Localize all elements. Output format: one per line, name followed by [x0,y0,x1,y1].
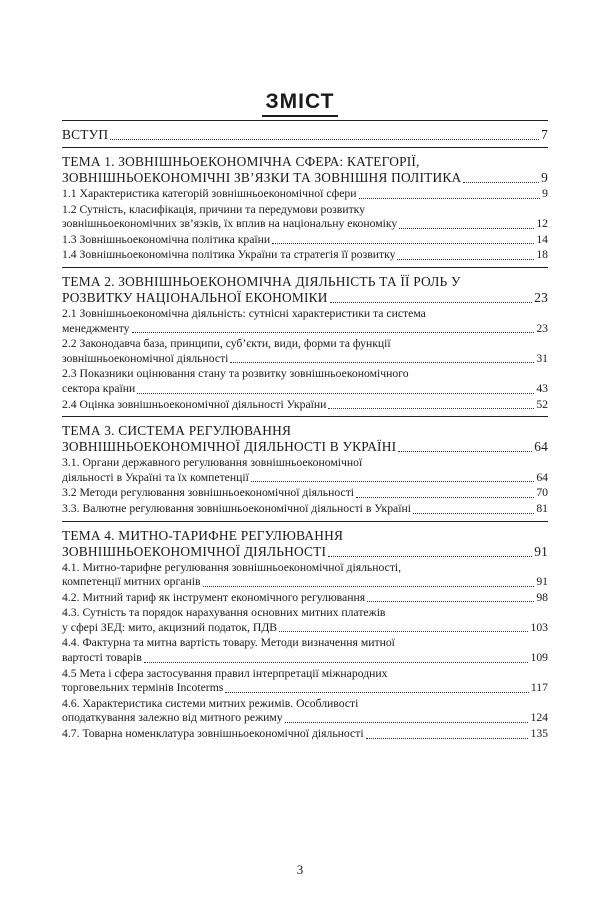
toc-entry-line [62,203,548,218]
toc-entry-text: сектора країни [62,381,136,395]
toc-entry-text: РОЗВИТКУ НАЦІОНАЛЬНОЇ ЕКОНОМІКИ [62,289,328,305]
toc-entry-text: ЗОВНІШНЬОЕКОНОМІЧНОЇ ДІЯЛЬНОСТІ [62,543,327,559]
toc-entry-line [62,398,548,413]
toc-entry-text: 4.5 Мета і сфера застосування правил інтерпретації міжнародних [62,666,388,680]
toc-entry[interactable] [62,697,548,726]
page-number: 3 [296,862,304,877]
toc-entry-text: ТЕМА 1. ЗОВНІШНЬОЕКОНОМІЧНА СФЕРА: КАТЕГОРІЇ, [62,154,420,169]
toc-entry-line [62,187,548,202]
dot-leader [398,451,532,452]
toc-page-number: 109 [530,651,548,665]
toc-entry-text: зовнішньоекономічної діяльності [62,351,229,365]
toc-entry[interactable] [62,636,548,665]
toc-entry-line [62,367,548,382]
table-of-contents [62,120,548,746]
dot-leader [285,722,529,723]
toc-entry-text: 1.1 Характеристика категорій зовнішньоекономічної сфери [62,187,357,200]
toc-entry-line [62,636,548,651]
toc-page-number: 9 [541,170,548,185]
toc-page-number: 31 [536,351,548,365]
toc-page-number: 91 [536,575,548,589]
toc-page-number: 70 [536,486,548,500]
toc-entry-line [62,711,548,726]
toc-entry-text: ТЕМА 3. СИСТЕМА РЕГУЛЮВАННЯ [62,423,292,439]
toc-entry[interactable] [62,307,548,336]
toc-heading-entry[interactable] [62,127,548,143]
toc-entry-text: 4.3. Сутність та порядок нарахування основних митних платежів [62,606,386,620]
toc-page-number: 81 [536,501,548,515]
dot-leader [367,601,534,602]
toc-entry-text: 2.3 Показники оцінювання стану та розвитку зовнішньоекономічного [62,367,409,381]
toc-page-number: 23 [536,321,548,335]
toc-section [62,120,548,147]
toc-entry-line [62,423,548,439]
toc-entry-line [62,681,548,696]
toc-entry-line [62,591,548,606]
toc-entry-line [62,127,548,143]
toc-entry[interactable] [62,727,548,742]
dot-leader [356,497,534,498]
toc-section [62,147,548,267]
toc-entry-line [62,651,548,666]
toc-entry-text: ВСТУП [62,127,109,142]
toc-entry-text: оподаткування залежно від митного режиму [62,711,283,725]
toc-entry-line [62,439,548,455]
toc-entry-text: 3.2 Методи регулювання зовнішньоекономічної діяльності [62,486,355,500]
toc-heading-entry[interactable] [62,528,548,560]
toc-page-number: 124 [530,711,548,725]
toc-entry-line [62,727,548,742]
toc-entry-line [62,471,548,486]
toc-entry-line [62,667,548,682]
toc-heading-entry[interactable] [62,423,548,455]
toc-entry-text: 1.4 Зовнішньоекономічна політика України та стратегія її розвитку [62,248,396,262]
toc-entry-line [62,382,548,397]
toc-entry[interactable] [62,203,548,232]
dot-leader [397,259,534,260]
toc-entry-text: ЗОВНІШНЬОЕКОНОМІЧНІ ЗВ’ЯЗКИ ТА ЗОВНІШНЯ ПОЛІТИКА [62,170,462,185]
toc-entry[interactable] [62,486,548,501]
toc-entry-text: компетенції митних органів [62,575,201,589]
toc-entry-line [62,170,548,186]
toc-entry-text: ТЕМА 2. ЗОВНІШНЬОЕКОНОМІЧНА ДІЯЛЬНІСТЬ ТА ЇЇ РОЛЬ У [62,273,461,289]
toc-entry-line [62,502,548,517]
toc-entry-line [62,561,548,576]
dot-leader [132,332,535,333]
toc-entry[interactable] [62,233,548,248]
toc-entry-line [62,274,548,290]
toc-entry[interactable] [62,502,548,517]
page-title [0,90,600,117]
toc-page-number: 23 [534,289,548,305]
toc-entry-line [62,486,548,501]
toc-page-number: 9 [542,187,548,200]
dot-leader [399,228,534,229]
dot-leader [328,408,534,409]
dot-leader [230,362,534,363]
toc-entry-text: менеджменту [62,321,130,335]
toc-entry-line [62,322,548,337]
toc-section [62,267,548,416]
dot-leader [251,481,534,482]
toc-page-number: 103 [530,620,548,634]
dot-leader [203,586,535,587]
toc-entry-text: 4.7. Товарна номенклатура зовнішньоекономічної діяльності [62,727,364,741]
dot-leader [144,662,529,663]
toc-entry-line [62,290,548,306]
toc-entry-line [62,621,548,636]
dot-leader [137,393,534,394]
toc-entry-line [62,352,548,367]
toc-entry-text: ЗОВНІШНЬОЕКОНОМІЧНОЇ ДІЯЛЬНОСТІ В УКРАЇНІ [62,439,397,455]
toc-entry[interactable] [62,667,548,696]
toc-entry-line [62,606,548,621]
toc-entry[interactable] [62,367,548,396]
toc-entry-line [62,456,548,471]
toc-page-number: 98 [536,590,548,604]
toc-entry-text: 3.1. Органи державного регулювання зовнішньоекономічної [62,456,363,470]
toc-page-number: 7 [541,127,548,142]
toc-entry-line [62,337,548,352]
toc-entry-text: вартості товарів [62,651,142,665]
toc-entry[interactable] [62,187,548,202]
toc-entry-text: 4.6. Характеристика системи митних режимів. Особливості [62,696,359,710]
toc-entry-text: діяльності в Україні та їх компетенції [62,470,249,484]
toc-page-number: 135 [530,727,548,741]
dot-leader [366,738,529,739]
toc-entry-line [62,528,548,544]
toc-page-number: 91 [534,543,548,559]
toc-entry[interactable] [62,561,548,590]
toc-page-number: 52 [536,397,548,411]
toc-entry-text: 2.2 Законодавча база, принципи, суб’єкти, види, форми та функції [62,337,391,351]
toc-entry-line [62,248,548,263]
toc-entry-text: 1.2 Сутність, класифікація, причини та передумови розвитку [62,202,366,216]
dot-leader [110,139,539,140]
toc-page-number: 117 [530,681,548,695]
toc-entry-line [62,697,548,712]
toc-page-number: 64 [534,439,548,455]
toc-entry[interactable] [62,248,548,263]
toc-entry-text: 4.1. Митно-тарифне регулювання зовнішньоекономічної діяльності, [62,560,402,574]
dot-leader [272,243,534,244]
toc-entry[interactable] [62,456,548,485]
dot-leader [330,302,533,303]
toc-page-number: 14 [536,232,548,246]
toc-entry-text: 4.4. Фактурна та митна вартість товару. Методи визначення митної [62,636,395,650]
toc-page-number: 12 [536,217,548,231]
toc-entry[interactable] [62,591,548,606]
toc-heading-entry[interactable] [62,274,548,306]
toc-page-number: 43 [536,381,548,395]
dot-leader [463,182,539,183]
toc-entry-line [62,233,548,248]
dot-leader [279,631,528,632]
toc-section [62,416,548,520]
toc-entry[interactable] [62,337,548,366]
toc-entry-text: 1.3 Зовнішньоекономічна політика країни [62,232,271,246]
toc-section [62,521,548,746]
toc-entry-text: зовнішньоекономічних зв’язків, їх вплив на національну економіку [62,217,398,231]
toc-entry-line [62,154,548,170]
toc-entry-text: 4.2. Митний тариф як інструмент економічного регулювання [62,590,366,604]
toc-entry-line [62,307,548,322]
toc-entry-line [62,217,548,232]
toc-entry-line [62,544,548,560]
toc-entry[interactable] [62,606,548,635]
toc-heading-entry[interactable] [62,154,548,186]
toc-entry-text: ТЕМА 4. МИТНО-ТАРИФНЕ РЕГУЛЮВАННЯ [62,527,344,543]
toc-page-number: 18 [536,248,548,262]
page-title-text: ЗМІСТ [262,90,339,117]
toc-entry[interactable] [62,398,548,413]
toc-entry-text: торговельних термінів Incoterms [62,681,224,695]
toc-entry-text: у сфері ЗЕД: мито, акцизний податок, ПДВ [62,620,278,634]
dot-leader [328,556,532,557]
toc-entry-text: 2.1 Зовнішньоекономічна діяльність: сутнісні характеристики та система [62,306,426,320]
toc-entry-text: 3.3. Валютне регулювання зовнішньоекономічної діяльності в Україні [62,501,411,515]
dot-leader [225,692,529,693]
toc-entry-line [62,575,548,590]
toc-entry-text: 2.4 Оцінка зовнішньоекономічної діяльності України [62,397,327,411]
dot-leader [359,198,541,199]
dot-leader [413,513,534,514]
toc-page-number: 64 [536,470,548,484]
